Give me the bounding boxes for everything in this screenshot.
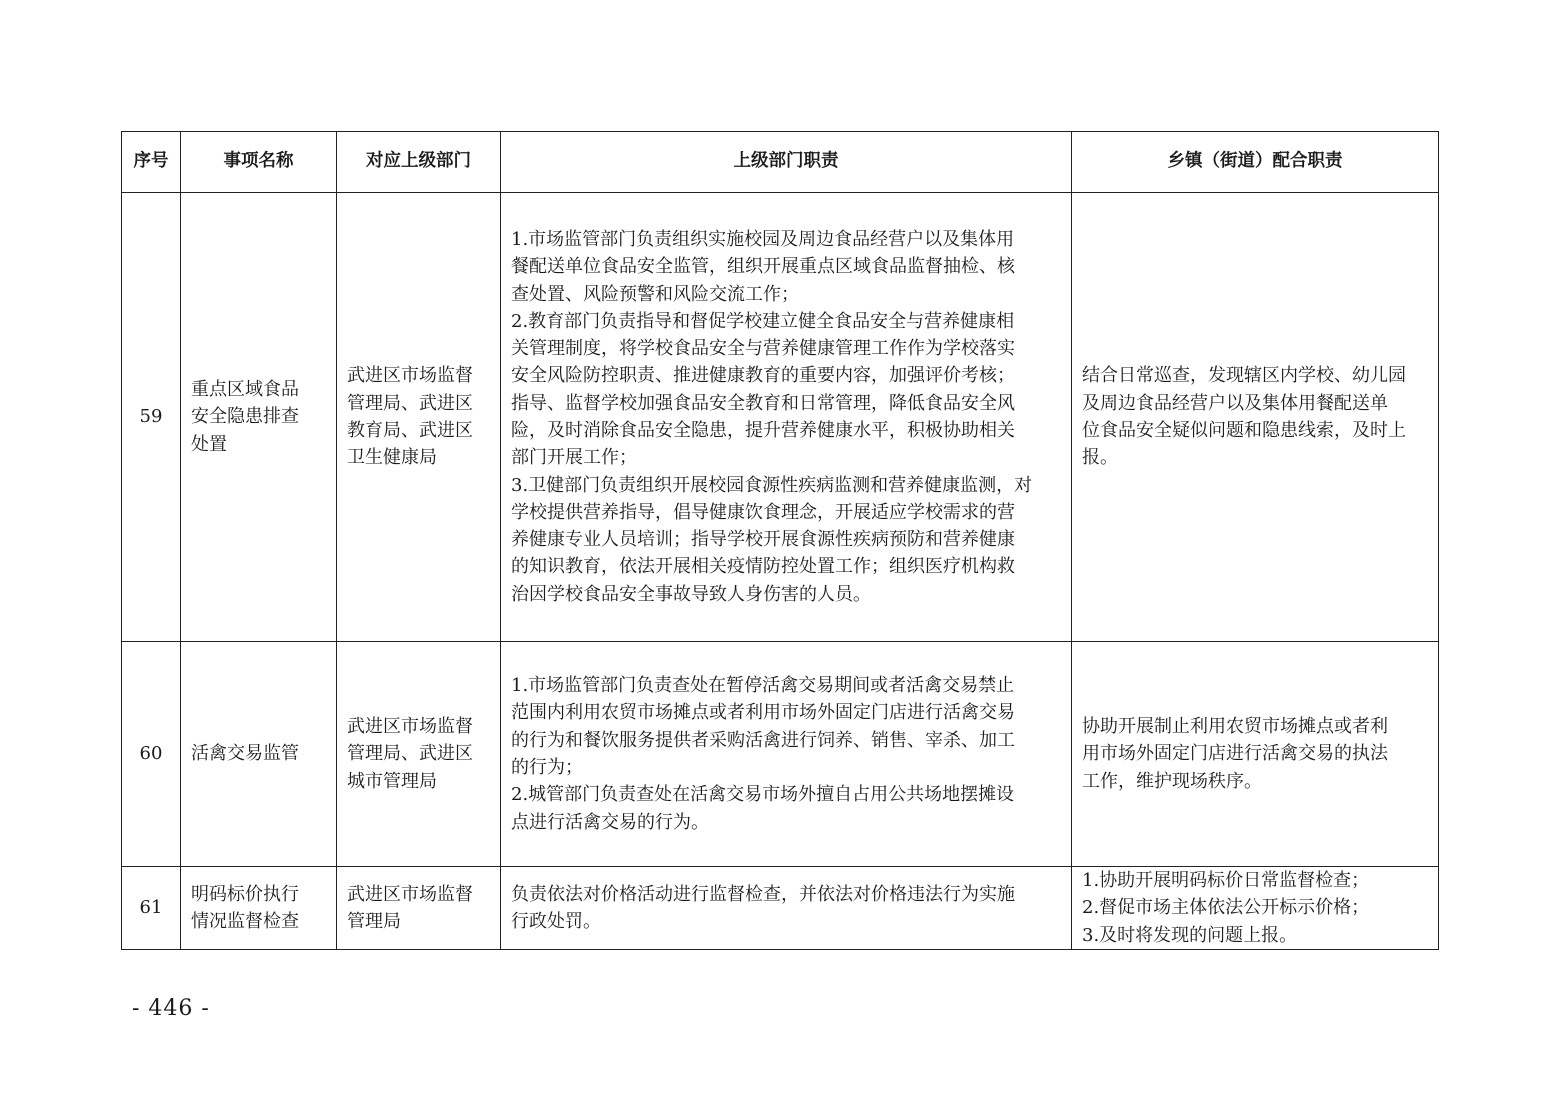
text-line: 2.督促市场主体依法公开标示价格； xyxy=(1082,897,1370,919)
text-line: 关管理制度，将学校食品安全与营养健康管理工作作为学校落实 xyxy=(511,338,1015,360)
text-line: 治因学校食品安全事故导致人身伤害的人员。 xyxy=(511,583,871,605)
text-line: 武进区市场监督 xyxy=(347,716,473,738)
header-department: 对应上级部门 xyxy=(337,132,501,193)
text-line: 活禽交易监管 xyxy=(191,743,299,765)
text-line: 3.及时将发现的问题上报。 xyxy=(1082,924,1298,946)
text-line: 部门开展工作； xyxy=(511,447,637,469)
text-line: 负责依法对价格活动进行监督检查，并依法对价格违法行为实施 xyxy=(511,883,1015,905)
item-name xyxy=(181,642,337,867)
responsibility-table xyxy=(121,131,1439,950)
text-line: 工作，维护现场秩序。 xyxy=(1082,770,1262,792)
department xyxy=(337,642,501,867)
text-line: 范围内利用农贸市场摊点或者利用市场外固定门店进行活禽交易 xyxy=(511,702,1015,724)
table-row xyxy=(122,193,1439,642)
department-duty xyxy=(501,642,1072,867)
text-line: 餐配送单位食品安全监管，组织开展重点区域食品监督抽检、核 xyxy=(511,256,1015,278)
text-line: 点进行活禽交易的行为。 xyxy=(511,811,709,833)
page-number: - 446 - xyxy=(132,996,210,1021)
text-line: 1.市场监管部门负责组织实施校园及周边食品经营户以及集体用 xyxy=(511,228,1015,250)
text-line: 教育局、武进区 xyxy=(347,420,473,441)
text-line: 情况监督检查 xyxy=(191,911,299,932)
text-line: 报。 xyxy=(1082,447,1118,469)
header-township-cooperation: 乡镇（街道）配合职责 xyxy=(1072,132,1439,193)
text-line: 用市场外固定门店进行活禽交易的执法 xyxy=(1082,743,1388,765)
township-cooperation xyxy=(1072,867,1439,950)
text-line: 3.卫健部门负责组织开展校园食源性疾病监测和营养健康监测，对 xyxy=(511,474,1033,496)
text-line: 及周边食品经营户以及集体用餐配送单 xyxy=(1082,392,1388,414)
text-line: 武进区市场监督 xyxy=(347,883,473,905)
text-line: 学校提供营养指导，倡导健康饮食理念，开展适应学校需求的营 xyxy=(511,501,1015,523)
row-number: 61 xyxy=(122,867,181,950)
row-number: 59 xyxy=(122,193,181,642)
row-number: 60 xyxy=(122,642,181,867)
text-line: 2.城管部门负责查处在活禽交易市场外擅自占用公共场地摆摊设 xyxy=(511,784,1015,806)
table-header-row xyxy=(122,132,1439,193)
text-line: 城市管理局 xyxy=(347,770,437,792)
township-cooperation xyxy=(1072,193,1439,642)
department xyxy=(337,867,501,950)
header-no: 序号 xyxy=(122,132,181,193)
item-name xyxy=(181,867,337,950)
text-line: 的知识教育，依法开展相关疫情防控处置工作；组织医疗机构救 xyxy=(511,556,1015,578)
item-name xyxy=(181,193,337,642)
text-line: 行政处罚。 xyxy=(511,911,601,932)
department xyxy=(337,193,501,642)
text-line: 安全风险防控职责、推进健康教育的重要内容，加强评价考核； xyxy=(511,365,1015,387)
text-line: 险，及时消除食品安全隐患，提升营养健康水平，积极协助相关 xyxy=(511,420,1015,441)
text-line: 2.教育部门负责指导和督促学校建立健全食品安全与营养健康相 xyxy=(511,310,1015,332)
text-line: 养健康专业人员培训；指导学校开展食源性疾病预防和营养健康 xyxy=(511,529,1015,551)
text-line: 1.协助开展明码标价日常监督检查； xyxy=(1082,870,1370,892)
text-line: 卫生健康局 xyxy=(347,447,437,469)
text-line: 管理局、武进区 xyxy=(347,392,473,414)
text-line: 明码标价执行 xyxy=(191,883,299,905)
text-line: 的行为和餐饮服务提供者采购活禽进行饲养、销售、宰杀、加工 xyxy=(511,729,1015,751)
text-line: 管理局 xyxy=(347,911,401,932)
text-line: 协助开展制止利用农贸市场摊点或者利 xyxy=(1082,716,1388,738)
header-item-name: 事项名称 xyxy=(181,132,337,193)
text-line: 安全隐患排查 xyxy=(191,406,299,428)
text-line: 重点区域食品 xyxy=(191,379,299,401)
header-department-duty: 上级部门职责 xyxy=(501,132,1072,193)
text-line: 管理局、武进区 xyxy=(347,743,473,765)
text-line: 指导、监督学校加强食品安全教育和日常管理，降低食品安全风 xyxy=(511,392,1015,414)
department-duty xyxy=(501,867,1072,950)
table-row xyxy=(122,867,1439,950)
text-line: 处置 xyxy=(191,433,227,455)
table-row xyxy=(122,642,1439,867)
text-line: 结合日常巡查，发现辖区内学校、幼儿园 xyxy=(1082,365,1406,387)
text-line: 的行为； xyxy=(511,757,583,778)
text-line: 1.市场监管部门负责查处在暂停活禽交易期间或者活禽交易禁止 xyxy=(511,675,1015,697)
text-line: 武进区市场监督 xyxy=(347,365,473,387)
township-cooperation xyxy=(1072,642,1439,867)
text-line: 查处置、风险预警和风险交流工作； xyxy=(511,283,799,305)
department-duty xyxy=(501,193,1072,642)
text-line: 位食品安全疑似问题和隐患线索，及时上 xyxy=(1082,420,1406,441)
